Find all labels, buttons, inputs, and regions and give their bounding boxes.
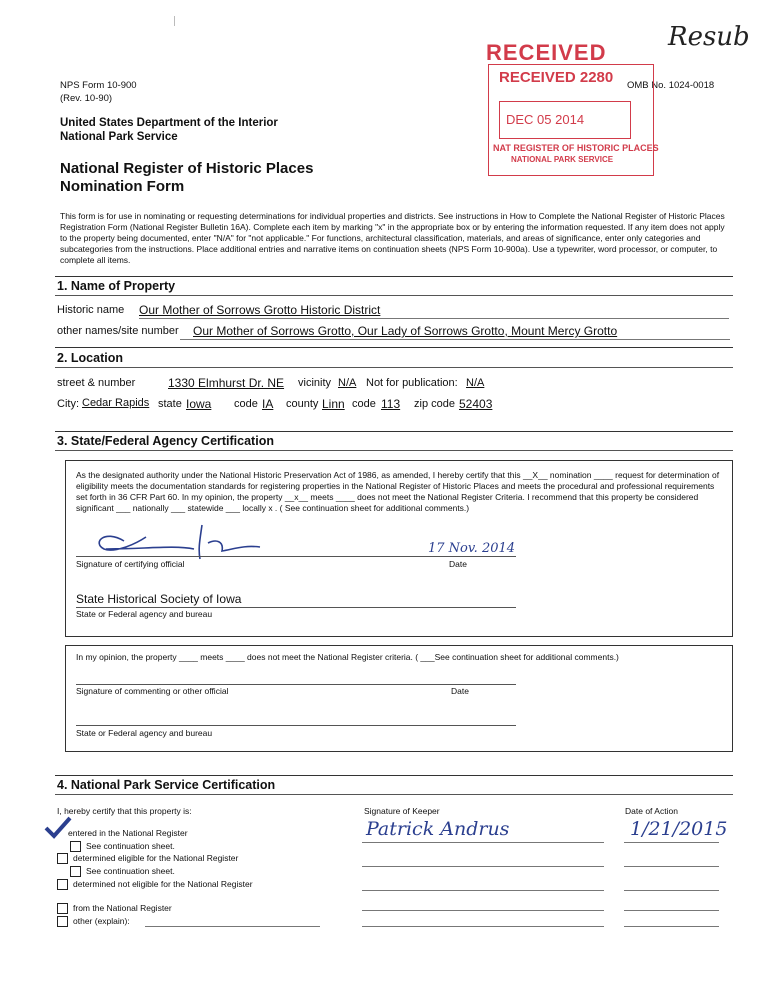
section-3-heading: 3. State/Federal Agency Certification bbox=[57, 434, 274, 448]
date-label: Date bbox=[449, 559, 467, 569]
field-line bbox=[139, 318, 729, 319]
keeper-signature-label: Signature of Keeper bbox=[364, 806, 440, 816]
divider bbox=[55, 367, 733, 368]
divider bbox=[55, 794, 733, 795]
keeper-line bbox=[362, 890, 604, 891]
other-names-value: Our Mother of Sorrows Grotto, Our Lady of Sorrows Grotto, Mount Mercy Grotto bbox=[193, 324, 618, 338]
city-value: Cedar Rapids bbox=[82, 397, 150, 409]
removed-option[interactable]: from the National Register bbox=[57, 903, 172, 914]
state-certification-box bbox=[65, 460, 733, 637]
department: United States Department of the Interior bbox=[60, 117, 278, 129]
state-code-label: code bbox=[234, 398, 258, 410]
keeper-line bbox=[362, 866, 604, 867]
received-stamp bbox=[488, 64, 659, 176]
divider bbox=[55, 347, 733, 348]
keeper-line bbox=[362, 842, 604, 843]
date-line bbox=[624, 910, 719, 911]
eligible-continuation-option[interactable]: See continuation sheet. bbox=[70, 866, 175, 877]
certification-date: 17 Nov. 2014 bbox=[428, 541, 516, 556]
zip-label: zip code bbox=[414, 398, 455, 410]
other-option[interactable]: other (explain): bbox=[57, 916, 130, 927]
section-2-heading: 2. Location bbox=[57, 351, 123, 365]
commenting-signature-label: Signature of commenting or other official bbox=[76, 686, 229, 696]
certification-text: As the designated authority under the National Historic Preservation Act of 1986, as amended, I hereby certify that this __X__ nomination ____ request for determination of eligibility meets the documentation standards for registering properties in the National Register of Historic Places and meets the procedural and professional requirements set forth in 36 CFR Part 60. In my opinion, the property __x__ meets ____ does not meet the National Register Criteria. I recommend that this property be considered significant ___ nationally ___ statewide ___ locally x . ( See continuation sheet for additional comments.) bbox=[76, 470, 720, 513]
agency-line bbox=[76, 725, 516, 726]
form-subtitle: Nomination Form bbox=[60, 178, 185, 195]
agency-line bbox=[76, 607, 516, 608]
eligible-option[interactable]: determined eligible for the National Register bbox=[57, 853, 238, 864]
county-code-label: code bbox=[352, 398, 376, 410]
date-of-action-label: Date of Action bbox=[625, 806, 678, 816]
agency-label: State or Federal agency and bureau bbox=[76, 609, 213, 619]
checkbox[interactable] bbox=[57, 853, 68, 864]
vicinity-value: N/A bbox=[338, 377, 357, 389]
checkbox[interactable] bbox=[70, 841, 81, 852]
historic-name-label: Historic name bbox=[57, 304, 125, 316]
county-value: Linn bbox=[322, 397, 345, 411]
divider bbox=[55, 295, 733, 296]
keeper-signature: Patrick Andrus bbox=[366, 818, 510, 840]
date-line bbox=[624, 866, 719, 867]
divider bbox=[55, 450, 733, 451]
not-for-publication-label: Not for publication: bbox=[366, 377, 458, 389]
checkbox[interactable] bbox=[57, 879, 68, 890]
not-for-publication-value: N/A bbox=[466, 377, 485, 389]
checkbox[interactable] bbox=[57, 916, 68, 927]
other-names-label: other names/site number bbox=[57, 325, 179, 337]
keeper-line bbox=[362, 910, 604, 911]
county-label: county bbox=[286, 398, 319, 410]
divider bbox=[55, 431, 733, 432]
street-value: 1330 Elmhurst Dr. NE bbox=[168, 376, 285, 390]
date-line bbox=[624, 890, 719, 891]
not-eligible-option[interactable]: determined not eligible for the National Register bbox=[57, 879, 253, 890]
date-of-action-value: 1/21/2015 bbox=[630, 818, 728, 840]
checkbox[interactable] bbox=[70, 866, 81, 877]
explain-line bbox=[145, 926, 320, 927]
street-label: street & number bbox=[57, 377, 136, 389]
service: National Park Service bbox=[60, 131, 178, 143]
commenting-box bbox=[65, 645, 733, 752]
received-stamp-line1: RECEIVED 2280 bbox=[499, 69, 614, 86]
state-label: state bbox=[158, 398, 182, 410]
form-number: NPS Form 10-900 bbox=[60, 80, 137, 91]
received-stamp-title: RECEIVED bbox=[486, 40, 607, 65]
vicinity-label: vicinity bbox=[298, 377, 332, 389]
stamp-date-box bbox=[499, 101, 631, 139]
scan-mark bbox=[174, 16, 175, 26]
received-stamp-line3: NAT REGISTER OF HISTORIC PLACES bbox=[493, 143, 659, 153]
checkbox[interactable] bbox=[57, 903, 68, 914]
agency-value: State Historical Society of Iowa bbox=[76, 592, 242, 606]
state-value: Iowa bbox=[186, 397, 212, 411]
field-line bbox=[180, 339, 730, 340]
zip-value: 52403 bbox=[459, 397, 493, 411]
city-label: City: bbox=[57, 398, 79, 410]
certify-label: I, hereby certify that this property is: bbox=[57, 806, 192, 816]
section-1-heading: 1. Name of Property bbox=[57, 279, 176, 293]
historic-name-value: Our Mother of Sorrows Grotto Historic District bbox=[139, 303, 381, 317]
signature-line bbox=[76, 684, 516, 685]
signature-label: Signature of certifying official bbox=[76, 559, 185, 569]
intro-text: This form is for use in nominating or requesting determinations for individual properties and districts. See instructions in How to Complete the National Register of Historic Places Registration Form (National Register Bulletin 16A). Complete each item by marking "x" in the appropriate box or by entering the information requested. If any item does not apply to the property being documented, enter "N/A" for "not applicable." For functions, architectural classification, materials, and areas of significance, enter only categories and subcategories from the instructions. Place additional entries and narrative items on continuation sheets (NPS Form 10-900a). Use a typewriter, word processor, or computer, to complete all items. bbox=[60, 211, 725, 265]
form-title: National Register of Historic Places bbox=[60, 160, 314, 177]
keeper-line bbox=[362, 926, 604, 927]
commenting-agency-label: State or Federal agency and bureau bbox=[76, 728, 213, 738]
resub-note: Resub bbox=[668, 22, 750, 52]
date-line bbox=[624, 926, 719, 927]
divider bbox=[55, 276, 733, 277]
omb-number: OMB No. 1024-0018 bbox=[627, 80, 715, 91]
received-stamp-date: DEC 05 2014 bbox=[506, 112, 585, 127]
county-code-value: 113 bbox=[381, 397, 401, 411]
divider bbox=[55, 775, 733, 776]
entered-option[interactable]: entered in the National Register bbox=[68, 828, 188, 838]
section-4-heading: 4. National Park Service Certification bbox=[57, 778, 276, 792]
commenting-date-label: Date bbox=[451, 686, 469, 696]
opinion-text: In my opinion, the property ____ meets ____ does not meet the National Register criteria. ( ___See continuation sheet for additional comments.) bbox=[76, 652, 619, 662]
entered-continuation-option[interactable]: See continuation sheet. bbox=[70, 841, 175, 852]
state-code-value: IA bbox=[262, 397, 274, 411]
date-line bbox=[624, 842, 719, 843]
received-stamp-line4: NATIONAL PARK SERVICE bbox=[511, 155, 614, 164]
signature-line bbox=[76, 556, 516, 557]
form-revision: (Rev. 10-90) bbox=[60, 93, 113, 104]
